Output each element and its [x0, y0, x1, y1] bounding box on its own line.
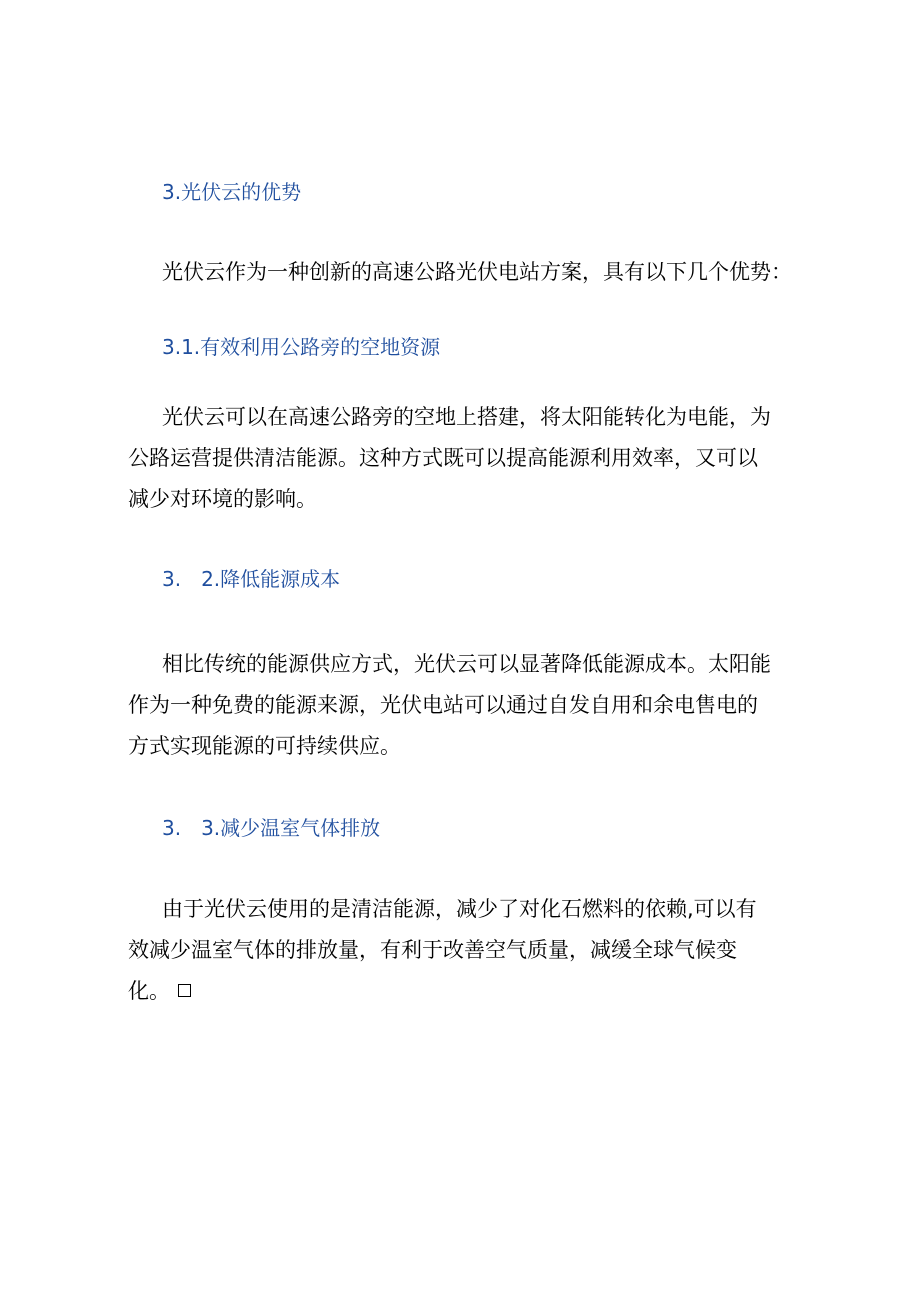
subsection-3-heading: 3. 3.减少温室气体排放 [162, 816, 381, 840]
paragraph-last-line [128, 971, 808, 1012]
paragraph-line: 公路运营提供清洁能源。这种方式既可以提高能源利用效率，又可以 [128, 446, 758, 470]
empty-square-icon [178, 984, 191, 997]
subsection-2-paragraph [128, 644, 808, 767]
paragraph-line: 由于光伏云使用的是清洁能源，减少了对化石燃料的依赖,可以有 [162, 897, 757, 921]
subsection-1-heading: 3.1.有效利用公路旁的空地资源 [162, 335, 441, 359]
subsection-1-paragraph [128, 397, 808, 520]
paragraph-line: 相比传统的能源供应方式，光伏云可以显著降低能源成本。太阳能 [162, 652, 771, 676]
paragraph-line: 化。 [128, 979, 170, 1003]
intro-text: 光伏云作为一种创新的高速公路光伏电站方案，具有以下几个优势： [162, 260, 792, 284]
paragraph-line: 减少对环境的影响。 [128, 487, 317, 511]
subsection-2-heading: 3. 2.降低能源成本 [162, 567, 341, 591]
paragraph-line: 效减少温室气体的排放量，有利于改善空气质量，减缓全球气候变 [128, 938, 737, 962]
paragraph-line: 光伏云可以在高速公路旁的空地上搭建，将太阳能转化为电能，为 [162, 405, 771, 429]
section-title: 3.光伏云的优势 [162, 180, 302, 204]
paragraph-line: 方式实现能源的可持续供应。 [128, 734, 401, 758]
intro-paragraph [128, 252, 808, 293]
subsection-3-paragraph [128, 889, 808, 1012]
paragraph-line: 作为一种免费的能源来源，光伏电站可以通过自发自用和余电售电的 [128, 693, 758, 717]
